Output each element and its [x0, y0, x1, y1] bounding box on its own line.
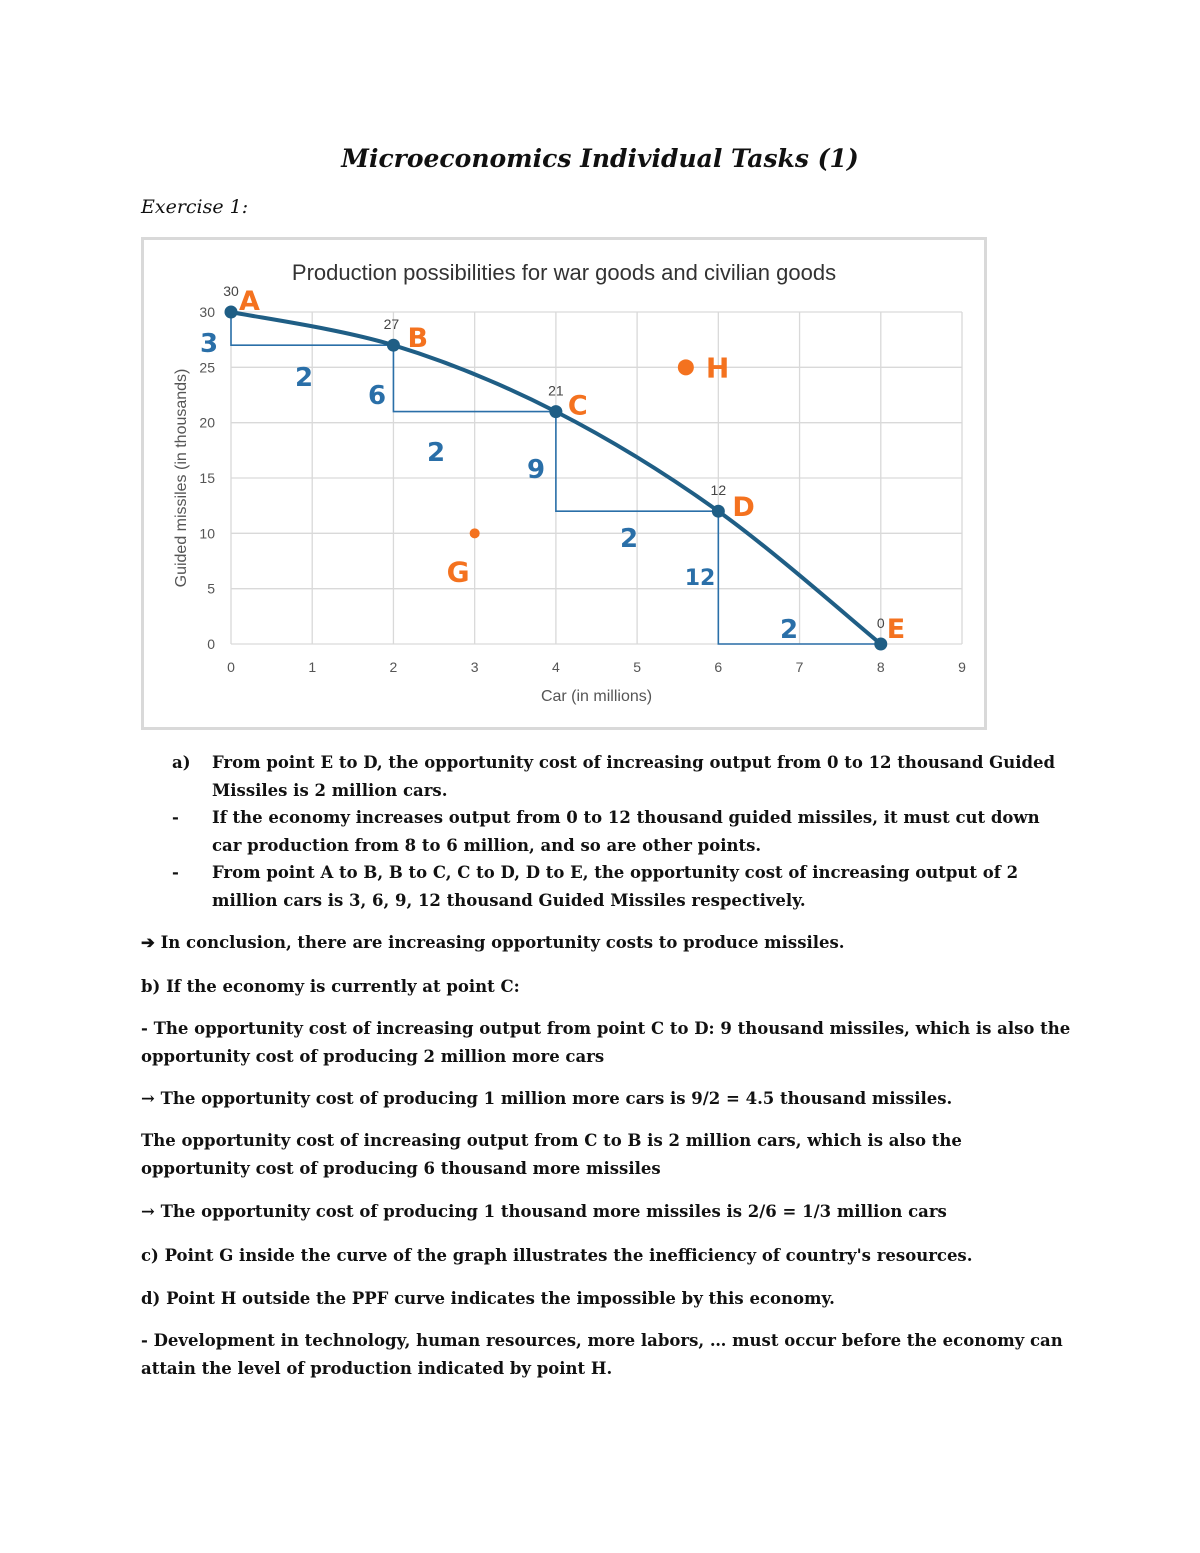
y-tick-label: 20: [199, 414, 215, 431]
answer-d-line2: - Development in technology, human resources, more labors, … must occur before the economy can attain the level of production indicated by point H.: [141, 1331, 1063, 1378]
answer-b-heading: b) If the economy is currently at point C:: [141, 977, 520, 996]
handwritten-step-label: 2: [779, 615, 799, 645]
answer-a-line2: If the economy increases output from 0 to 12 thousand guided missiles, it must cut down car production from 8 to 6 million, and so are other points.: [212, 808, 1040, 855]
y-tick-label: 0: [207, 636, 215, 652]
x-axis-label: Car (in millions): [540, 688, 653, 705]
x-tick-label: 5: [633, 659, 642, 675]
y-tick-label: 25: [199, 359, 215, 376]
ppf-point: [712, 505, 725, 518]
point-value-label: 30: [223, 283, 239, 299]
answer-b-line2: → The opportunity cost of producing 1 million more cars is 9/2 = 4.5 thousand missiles.: [141, 1089, 953, 1108]
x-tick-label: 8: [876, 659, 885, 675]
point-letter-label: C: [567, 390, 588, 422]
answer-d: d) Point H outside the PPF curve indicates the impossible by this economy.: [141, 1289, 835, 1308]
ppf-chart-frame: [141, 237, 987, 730]
point-h-label: H: [705, 351, 730, 385]
ppf-point: [225, 306, 238, 319]
answer-b-line3: The opportunity cost of increasing output from C to B is 2 million cars, which is also the opportunity cost of producing 6 thousand more missiles: [141, 1131, 962, 1178]
x-tick-label: 3: [470, 659, 479, 675]
x-tick-label: 4: [551, 659, 560, 675]
handwritten-cost-label: 3: [199, 329, 219, 359]
ppf-point: [874, 638, 887, 651]
point-letter-label: D: [732, 492, 755, 524]
point-value-label: 21: [548, 382, 564, 399]
y-tick-label: 10: [199, 525, 215, 542]
ppf-chart: [144, 240, 984, 727]
answer-a-line3: From point A to B, B to C, C to D, D to E, the opportunity cost of increasing output of 2 million cars is 3, 6, 9, 12 thousand Guided Missiles respectively.: [212, 863, 1019, 910]
handwritten-cost-label: 6: [367, 381, 387, 411]
point-letter-label: E: [886, 614, 906, 645]
list-dash: -: [172, 808, 179, 827]
x-tick-label: 2: [389, 659, 398, 675]
point-h-marker: [678, 359, 694, 375]
y-tick-label: 5: [207, 580, 215, 597]
list-dash: -: [172, 863, 179, 882]
point-g-label: G: [446, 555, 470, 589]
x-tick-label: 0: [227, 659, 235, 675]
answer-b-line4: → The opportunity cost of producing 1 thousand more missiles is 2/6 = 1/3 million cars: [141, 1202, 947, 1221]
point-g-marker: [470, 528, 480, 538]
handwritten-step-label: 2: [426, 438, 446, 468]
handwritten-cost-label: 9: [526, 455, 546, 485]
x-tick-label: 6: [714, 659, 723, 675]
exercise-label: Exercise 1:: [141, 196, 249, 218]
x-tick-label: 9: [958, 659, 966, 675]
list-marker-a: a): [172, 753, 191, 772]
x-tick-label: 1: [308, 659, 317, 675]
point-value-label: 0: [876, 615, 885, 631]
handwritten-step-label: 2: [294, 363, 314, 393]
point-value-label: 12: [710, 482, 727, 499]
conclusion: ➔ In conclusion, there are increasing opportunity costs to produce missiles.: [141, 933, 845, 952]
handwritten-step-label: 2: [619, 524, 639, 554]
y-tick-label: 15: [199, 470, 215, 486]
point-letter-label: B: [407, 323, 429, 355]
point-letter-label: A: [239, 286, 260, 317]
chart-title: Production possibilities for war goods and civilian goods: [291, 260, 837, 285]
point-value-label: 27: [383, 316, 400, 333]
handwritten-cost-label: 12: [684, 566, 716, 591]
answer-a-line1: From point E to D, the opportunity cost of increasing output from 0 to 12 thousand Guided Missiles is 2 million cars.: [212, 753, 1056, 800]
x-tick-label: 7: [795, 659, 804, 675]
answer-c: c) Point G inside the curve of the graph illustrates the inefficiency of country's resources.: [141, 1246, 973, 1265]
answer-b-line1: - The opportunity cost of increasing output from point C to D: 9 thousand missiles, which is also the opportunity cost of producing 2 million more cars: [141, 1019, 1071, 1066]
y-axis-label: Guided missiles (in thousands): [173, 368, 190, 588]
ppf-point: [387, 339, 400, 352]
y-tick-label: 30: [199, 304, 215, 320]
ppf-point: [549, 405, 562, 418]
page-title: Microeconomics Individual Tasks (1): [341, 144, 859, 173]
